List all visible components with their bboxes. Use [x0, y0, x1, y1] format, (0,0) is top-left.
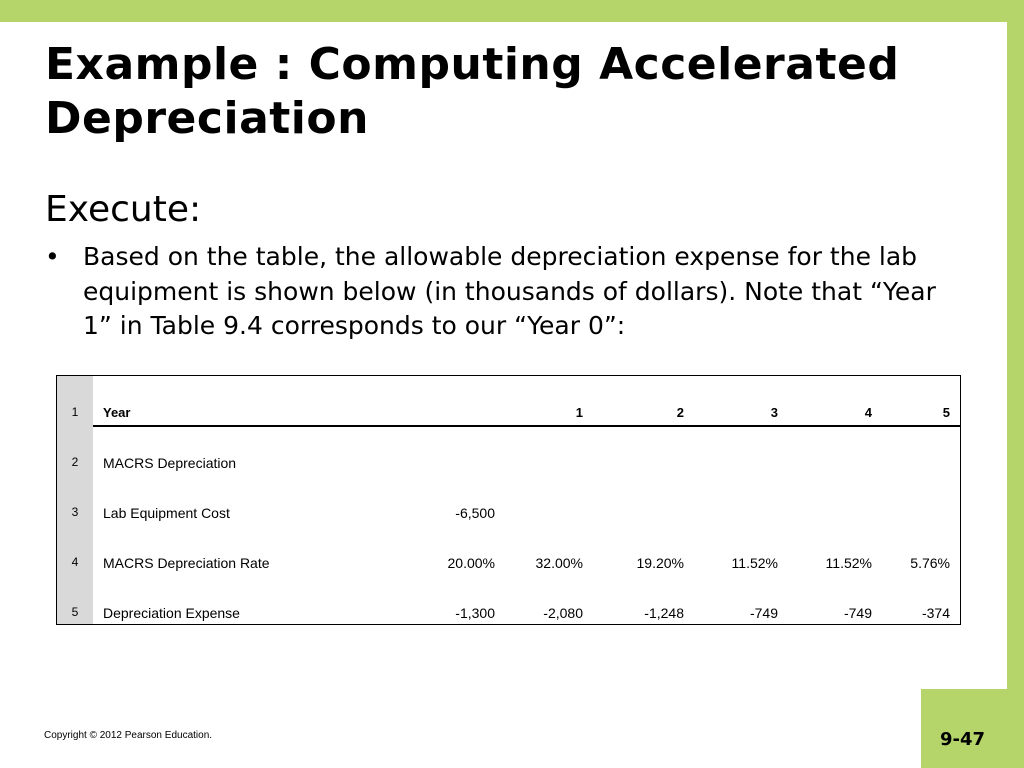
spreadsheet-table	[56, 375, 961, 625]
table-row-header	[57, 405, 960, 425]
row-number: 5	[71, 605, 79, 619]
cell: 5.76%	[910, 555, 950, 571]
row-label: MACRS Depreciation	[103, 455, 237, 471]
table-row	[57, 555, 960, 575]
cell: 32.00%	[535, 555, 583, 571]
cell: 20.00%	[447, 555, 495, 571]
bullet-text: Based on the table, the allowable depreciation expense for the lab equipment is shown below (in thousands of dollars). Note that “Year 1” in Table 9.4 corresponds to our “Year 0”:	[83, 242, 936, 340]
table-row	[57, 455, 960, 475]
cell: 3	[770, 405, 778, 420]
cell: 4	[864, 405, 872, 420]
cell: -374	[921, 605, 950, 621]
row-number: 4	[71, 555, 79, 569]
table-row	[57, 605, 960, 625]
cell: 5	[942, 405, 950, 420]
cell: -1,248	[644, 605, 684, 621]
row-label: Lab Equipment Cost	[103, 505, 230, 521]
table-row	[57, 505, 960, 525]
bullet-item	[45, 240, 965, 344]
row-number: 3	[71, 505, 79, 519]
row-label: Year	[103, 405, 131, 420]
header-divider	[93, 425, 960, 427]
row-number: 1	[71, 405, 79, 419]
cell: 11.52%	[731, 555, 778, 571]
top-accent-bar	[0, 0, 1024, 22]
cell: 19.20%	[636, 555, 684, 571]
page-number: 9-47	[939, 729, 985, 750]
copyright-notice: Copyright © 2012 Pearson Education.	[44, 730, 213, 741]
cell: 2	[676, 405, 684, 420]
row-number: 2	[71, 455, 79, 469]
cell: -6,500	[455, 505, 495, 521]
cell: -749	[749, 605, 778, 621]
cell: -749	[843, 605, 872, 621]
section-heading: Execute:	[45, 189, 202, 230]
bullet-icon: •	[45, 242, 60, 271]
cell: 1	[575, 405, 583, 420]
row-label: Depreciation Expense	[103, 605, 240, 621]
right-accent-bar	[1007, 0, 1024, 768]
row-label: MACRS Depreciation Rate	[103, 555, 270, 571]
slide-title: Example : Computing Accelerated Depreciation	[45, 39, 900, 144]
cell: -1,300	[455, 605, 495, 621]
page-number-box	[921, 689, 1007, 768]
cell: -2,080	[543, 605, 583, 621]
cell: 11.52%	[825, 555, 872, 571]
